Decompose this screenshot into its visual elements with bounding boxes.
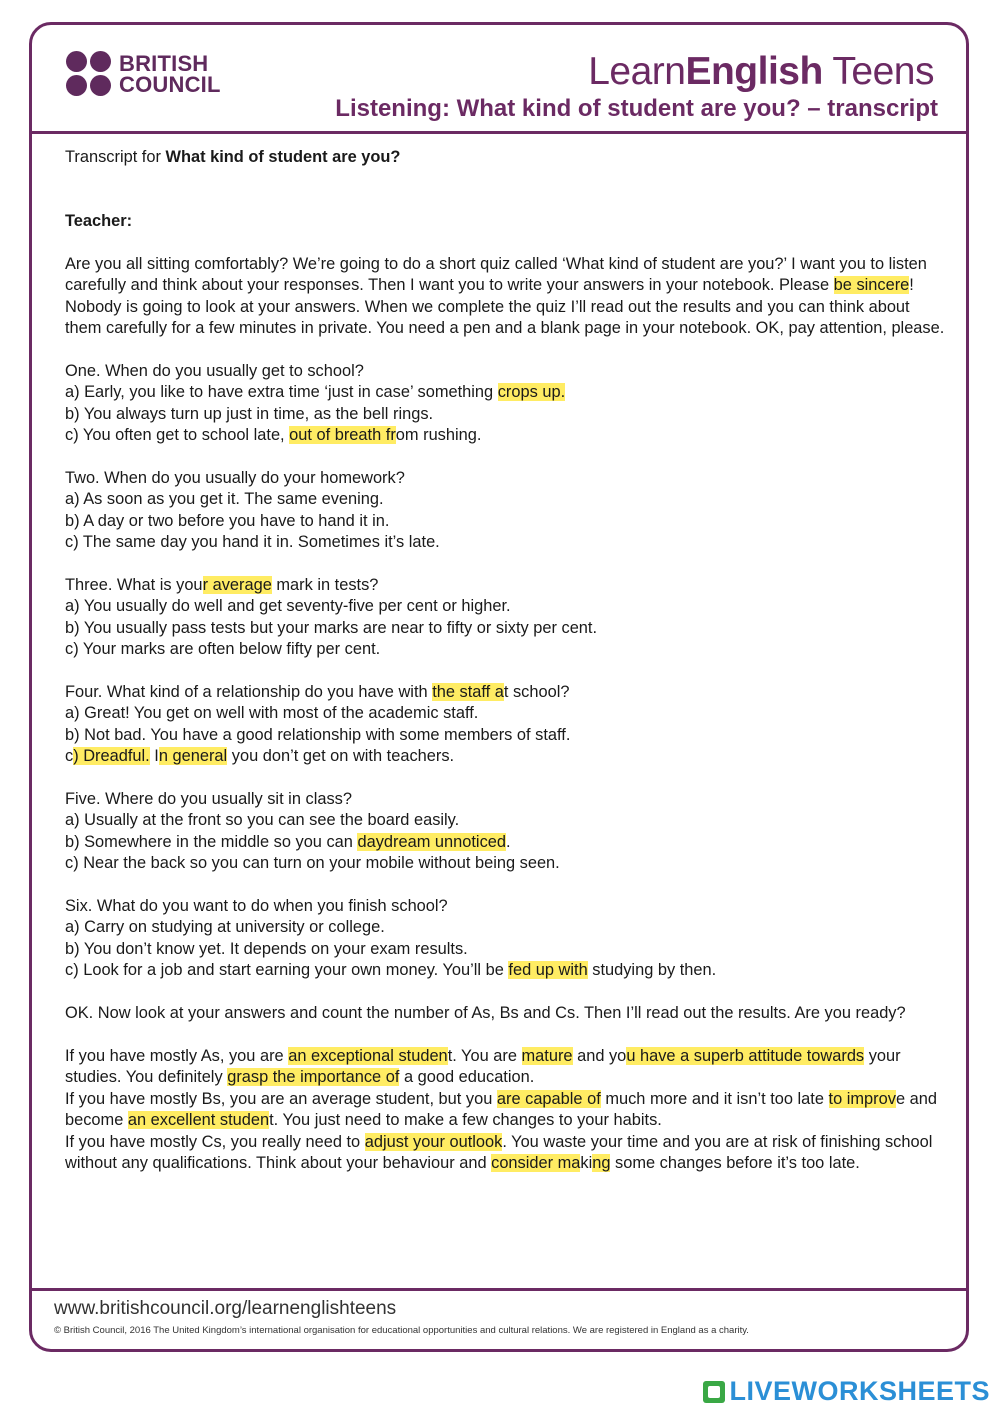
text-segment: c) The same day you hand it in. Sometimes it’s late. (65, 533, 440, 552)
transcript-line (65, 575, 945, 596)
text-segment: . You waste your time and you are at risk of finishing school without any qualifications. Think about your behaviour and (65, 1132, 933, 1172)
text-segment: OK. Now look at your answers and count the number of As, Bs and Cs. Then I’ll read out the results. Are you ready? (65, 1004, 906, 1023)
text-segment: Four. What kind of a relationship do you have with (65, 683, 433, 702)
text-segment: b) Somewhere in the middle so you can (65, 832, 358, 851)
liveworksheets-logo-icon (703, 1381, 725, 1403)
paragraph (65, 896, 945, 982)
page-title: Listening: What kind of student are you? – transcript (335, 95, 938, 122)
text-segment: If you have mostly Bs, you are an average student, but you (65, 1089, 497, 1108)
text-segment: c) Look for a job and start earning your own money. You’ll be (65, 961, 509, 980)
text-segment: a) As soon as you get it. The same evening. (65, 490, 384, 509)
text-segment: Two. When do you usually do your homework? (65, 469, 405, 488)
text-segment: some changes before it’s too late. (610, 1153, 860, 1172)
text-segment: c) Your marks are often below fifty per cent. (65, 640, 381, 659)
text-segment: and yo (572, 1046, 627, 1065)
text-segment: I (149, 747, 159, 766)
paragraph (65, 789, 945, 875)
british-council-dots-icon (66, 51, 111, 96)
footer-url[interactable]: www.britishcouncil.org/learnenglishteens (54, 1298, 397, 1319)
highlighted-phrase: are capable of (496, 1089, 601, 1108)
watermark-text: LIVEWORKSHEETS (729, 1376, 990, 1406)
transcript-line (65, 746, 945, 767)
transcript-line (65, 404, 945, 425)
text-segment: Three. What is you (65, 576, 203, 595)
text-segment: c) Near the back so you can turn on your mobile without being seen. (65, 854, 560, 873)
highlighted-phrase: u have a superb attitude towards (626, 1046, 865, 1065)
text-segment: mark in tests? (271, 576, 379, 595)
transcript-line (65, 832, 945, 853)
text-segment: studying by then. (587, 961, 717, 980)
transcript-line (65, 789, 945, 810)
text-segment: e and become (65, 1089, 937, 1130)
transcript-paragraphs (65, 254, 945, 1174)
transcript-line (65, 511, 945, 532)
text-segment: a) Great! You get on well with most of the academic staff. (65, 704, 479, 723)
text-segment: b) You usually pass tests but your marks are near to fifty or sixty per cent. (65, 618, 598, 637)
footer-copyright: © British Council, 2016 The United Kingdom’s international organisation for educational opportunities and cultural relations. We are registered in England as a charity. (54, 1325, 749, 1336)
learnenglish-teens-logo: LearnEnglish Teens (588, 50, 934, 93)
text-segment: b) Not bad. You have a good relationship with some members of staff. (65, 725, 571, 744)
text-segment: One. When do you usually get to school? (65, 362, 364, 380)
text-segment: c (65, 747, 74, 766)
transcript-line (65, 254, 945, 340)
highlighted-phrase: adjust your outlook (364, 1132, 503, 1151)
transcript-line (65, 618, 945, 639)
transcript-line (65, 725, 945, 746)
text-segment: a) Usually at the front so you can see the board easily. (65, 811, 460, 830)
transcript-line (65, 532, 945, 553)
text-segment: b) A day or two before you have to hand it in. (65, 511, 390, 530)
text-segment: . (506, 832, 511, 851)
highlighted-phrase: consider ma (491, 1153, 581, 1172)
speaker-label: Teacher: (65, 212, 133, 231)
transcript-line (65, 682, 945, 703)
highlighted-phrase: ng (592, 1153, 611, 1172)
paragraph (65, 1003, 945, 1024)
text-segment: ! Nobody is going to look at your answers. When we complete the quiz I’ll read out the results and you can think about them carefully for a few minutes in private. You need a pen and a blank page in your notebook. OK, pay attention, please. (65, 276, 945, 338)
british-council-logo (66, 51, 221, 96)
highlighted-phrase: out of breath fr (289, 426, 396, 445)
transcript-line (65, 896, 945, 917)
text-segment: your studies. You definitely (65, 1046, 901, 1087)
transcript-line (65, 489, 945, 510)
text-segment: t school? (503, 683, 570, 702)
text-segment: b) You don’t know yet. It depends on your exam results. (65, 939, 468, 958)
text-segment: Six. What do you want to do when you finish school? (65, 897, 448, 916)
text-segment: a) Carry on studying at university or college. (65, 918, 385, 937)
transcript-line (65, 810, 945, 831)
text-segment: If you have mostly Cs, you really need to (65, 1132, 365, 1151)
text-segment: b) You always turn up just in time, as the bell rings. (65, 404, 434, 423)
paragraph (65, 361, 945, 447)
brand-line-1: BRITISH (119, 50, 209, 76)
text-segment: you don’t get on with teachers. (227, 747, 455, 766)
highlighted-phrase: an excellent studen (127, 1111, 270, 1130)
transcript-line (65, 1046, 945, 1089)
transcript-line (65, 917, 945, 938)
text-segment: a) You usually do well and get seventy-five per cent or higher. (65, 597, 511, 616)
transcript-line (65, 468, 945, 489)
highlighted-phrase: an exceptional studen (288, 1046, 448, 1065)
highlighted-phrase: daydream unnoticed (357, 832, 506, 851)
text-segment: If you have mostly As, you are (65, 1046, 289, 1065)
transcript-line (65, 703, 945, 724)
highlighted-phrase: mature (521, 1046, 573, 1065)
highlighted-phrase: fed up with (508, 961, 588, 980)
highlighted-phrase: n general (158, 747, 228, 766)
paragraph (65, 682, 945, 768)
transcript-line (65, 382, 945, 403)
highlighted-phrase: grasp the importance of (227, 1068, 400, 1087)
brand-line-2: COUNCIL (119, 71, 221, 97)
text-segment: c) You often get to school late, (65, 426, 290, 445)
footer-divider (29, 1288, 969, 1291)
highlighted-phrase: crops up. (497, 383, 566, 402)
text-segment: t. You are (447, 1046, 522, 1065)
transcript-line (65, 1003, 945, 1024)
paragraph (65, 575, 945, 661)
text-segment: Five. Where do you usually sit in class? (65, 790, 352, 809)
highlighted-phrase: r average (202, 576, 272, 595)
transcript-line (65, 1089, 945, 1132)
transcript-line (65, 639, 945, 660)
transcript-body (65, 147, 945, 1174)
transcript-line (65, 1132, 945, 1175)
paragraph (65, 254, 945, 340)
text-segment: a good education. (399, 1068, 535, 1087)
text-segment: om rushing. (395, 426, 482, 445)
transcript-intro: Transcript for What kind of student are you? (65, 148, 401, 166)
transcript-line (65, 596, 945, 617)
paragraph (65, 468, 945, 554)
highlighted-phrase: ) Dreadful. (73, 747, 150, 766)
transcript-line (65, 939, 945, 960)
text-segment: a) Early, you like to have extra time ‘just in case’ something (65, 383, 498, 402)
paragraph (65, 1046, 945, 1174)
liveworksheets-watermark (703, 1376, 990, 1407)
transcript-line (65, 361, 945, 382)
highlighted-phrase: be sincere (833, 276, 910, 295)
transcript-line (65, 425, 945, 446)
transcript-line (65, 960, 945, 981)
header-divider (29, 131, 969, 134)
text-segment: much more and it isn’t too late (600, 1089, 829, 1108)
text-segment: t. You just need to make a few changes to your habits. (269, 1111, 662, 1130)
transcript-line (65, 853, 945, 874)
text-segment: ki (580, 1153, 593, 1172)
highlighted-phrase: to improv (828, 1089, 896, 1108)
highlighted-phrase: the staff a (432, 683, 504, 702)
text-segment: Are you all sitting comfortably? We’re going to do a short quiz called ‘What kind of student are you?’ I want you to listen carefully and think about your responses. Then I want you to write your answers in your notebook. Please (65, 254, 927, 295)
